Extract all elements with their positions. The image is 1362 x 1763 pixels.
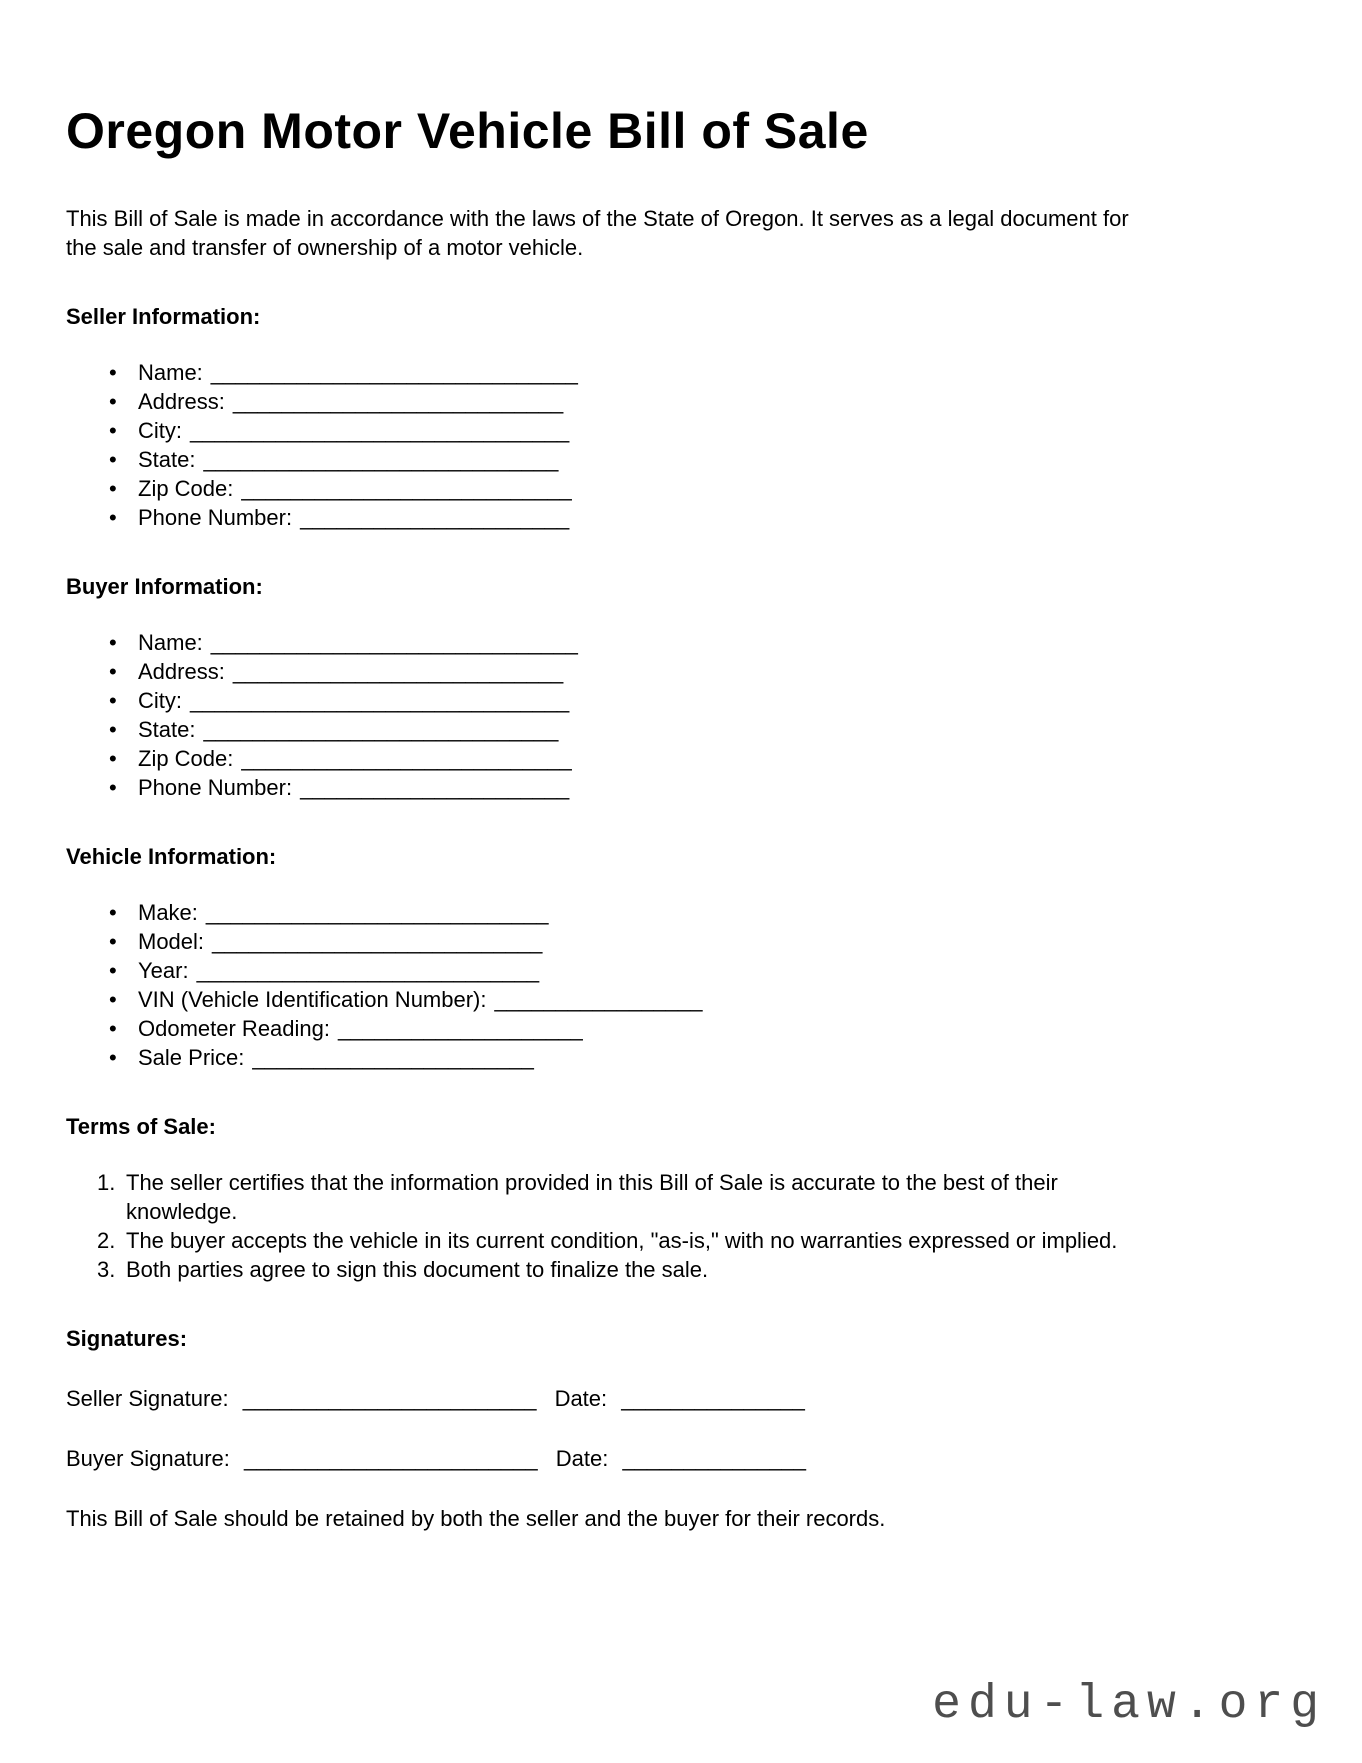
signature-label: Buyer Signature: — [66, 1446, 230, 1471]
terms-item-1 — [97, 1168, 1296, 1226]
blank-line: _______________________________ — [190, 418, 570, 443]
blank-line: ___________________________ — [232, 389, 564, 414]
blank-line: ______________________________ — [210, 360, 578, 385]
field-label: Address: — [138, 659, 225, 684]
page-title: Oregon Motor Vehicle Bill of Sale — [66, 103, 869, 159]
field-row-vehicle-make — [109, 898, 1296, 927]
bullet-icon: • — [109, 688, 117, 713]
date-label: Date: — [554, 1386, 608, 1411]
field-label: State: — [138, 717, 196, 742]
field-label: Model: — [138, 929, 205, 954]
section-heading-signatures: Signatures: — [66, 1326, 188, 1351]
field-row-vehicle-odometer — [109, 1014, 1296, 1043]
field-label: Sale Price: — [138, 1045, 245, 1070]
blank-line: ______________________________ — [210, 630, 578, 655]
field-row-buyer-name — [109, 628, 1296, 657]
date-line: _______________ — [621, 1386, 805, 1411]
blank-line: ___________________________ — [212, 929, 543, 954]
blank-line: ______________________ — [300, 505, 570, 530]
field-row-buyer-address — [109, 657, 1296, 686]
bullet-icon: • — [109, 775, 117, 800]
seller-fields-list — [66, 358, 1296, 532]
field-row-vehicle-vin — [109, 985, 1296, 1014]
bullet-icon: • — [109, 900, 117, 925]
bullet-icon: • — [109, 476, 117, 501]
list-number: 3. — [97, 1257, 116, 1282]
blank-line: ___________________________ — [241, 746, 572, 771]
field-label: Phone Number: — [138, 775, 293, 800]
field-label: Zip Code: — [138, 746, 234, 771]
bullet-icon: • — [109, 958, 117, 983]
list-number: 2. — [97, 1228, 116, 1253]
field-row-vehicle-year — [109, 956, 1296, 985]
bullet-icon: • — [109, 1016, 117, 1041]
terms-item-3 — [97, 1255, 1296, 1284]
field-row-seller-zip — [109, 474, 1296, 503]
field-label: City: — [138, 418, 182, 443]
terms-item-2 — [97, 1226, 1296, 1255]
field-row-seller-city — [109, 416, 1296, 445]
field-row-buyer-city — [109, 686, 1296, 715]
field-row-vehicle-model — [109, 927, 1296, 956]
retention-note: This Bill of Sale should be retained by both the seller and the buyer for their records. — [66, 1506, 886, 1531]
signature-label: Seller Signature: — [66, 1386, 229, 1411]
terms-text: Both parties agree to sign this document to finalize the sale. — [126, 1257, 709, 1282]
list-number: 1. — [97, 1170, 116, 1195]
field-label: Odometer Reading: — [138, 1016, 330, 1041]
field-label: State: — [138, 447, 196, 472]
field-row-buyer-zip — [109, 744, 1296, 773]
field-row-buyer-state — [109, 715, 1296, 744]
vehicle-fields-list — [66, 898, 1296, 1072]
field-label: Phone Number: — [138, 505, 293, 530]
blank-line: ____________________ — [338, 1016, 583, 1041]
field-label: Make: — [138, 900, 198, 925]
blank-line: ___________________________ — [232, 659, 564, 684]
field-label: Year: — [138, 958, 189, 983]
field-label: Name: — [138, 360, 203, 385]
bullet-icon: • — [109, 389, 117, 414]
date-line: _______________ — [622, 1446, 807, 1471]
intro-paragraph: This Bill of Sale is made in accordance with the laws of the State of Oregon. It serves as a legal document for the sale and transfer of ownership of a motor vehicle. — [66, 206, 1129, 260]
field-label: Name: — [138, 630, 203, 655]
field-label: Zip Code: — [138, 476, 234, 501]
watermark-brand: edu-law.org — [932, 1678, 1326, 1732]
bullet-icon: • — [109, 659, 117, 684]
bullet-icon: • — [109, 987, 117, 1012]
blank-line: ____________________________ — [196, 958, 540, 983]
field-label: VIN (Vehicle Identification Number): — [138, 987, 487, 1012]
blank-line: _______________________ — [252, 1045, 534, 1070]
bullet-icon: • — [109, 418, 117, 443]
blank-line: ______________________ — [300, 775, 570, 800]
seller-signature-row — [66, 1384, 1296, 1413]
bullet-icon: • — [109, 717, 117, 742]
blank-line: _____________________________ — [203, 717, 559, 742]
blank-line: ___________________________ — [241, 476, 572, 501]
section-heading-terms: Terms of Sale: — [66, 1114, 216, 1139]
blank-line: _________________ — [494, 987, 703, 1012]
date-label: Date: — [555, 1446, 609, 1471]
field-row-buyer-phone — [109, 773, 1296, 802]
field-row-seller-address — [109, 387, 1296, 416]
field-row-vehicle-sale-price — [109, 1043, 1296, 1072]
section-heading-vehicle: Vehicle Information: — [66, 844, 277, 869]
bullet-icon: • — [109, 360, 117, 385]
bullet-icon: • — [109, 505, 117, 530]
bullet-icon: • — [109, 929, 117, 954]
bullet-icon: • — [109, 1045, 117, 1070]
section-heading-buyer: Buyer Information: — [66, 574, 263, 599]
field-row-seller-name — [109, 358, 1296, 387]
signature-line: ________________________ — [242, 1386, 537, 1411]
signature-line: ________________________ — [244, 1446, 538, 1471]
bullet-icon: • — [109, 630, 117, 655]
buyer-signature-row — [66, 1444, 1296, 1473]
terms-text: The buyer accepts the vehicle in its current condition, "as-is," with no warranties expressed or implied. — [126, 1228, 1118, 1253]
blank-line: ____________________________ — [205, 900, 549, 925]
blank-line: _____________________________ — [203, 447, 559, 472]
field-row-seller-state — [109, 445, 1296, 474]
buyer-fields-list — [66, 628, 1296, 802]
section-heading-seller: Seller Information: — [66, 304, 261, 329]
terms-list — [66, 1168, 1296, 1284]
field-label: City: — [138, 688, 182, 713]
field-row-seller-phone — [109, 503, 1296, 532]
blank-line: _______________________________ — [190, 688, 570, 713]
terms-text: The seller certifies that the information provided in this Bill of Sale is accurate to the best of their knowledge. — [126, 1170, 1058, 1224]
bullet-icon: • — [109, 447, 117, 472]
bullet-icon: • — [109, 746, 117, 771]
field-label: Address: — [138, 389, 225, 414]
